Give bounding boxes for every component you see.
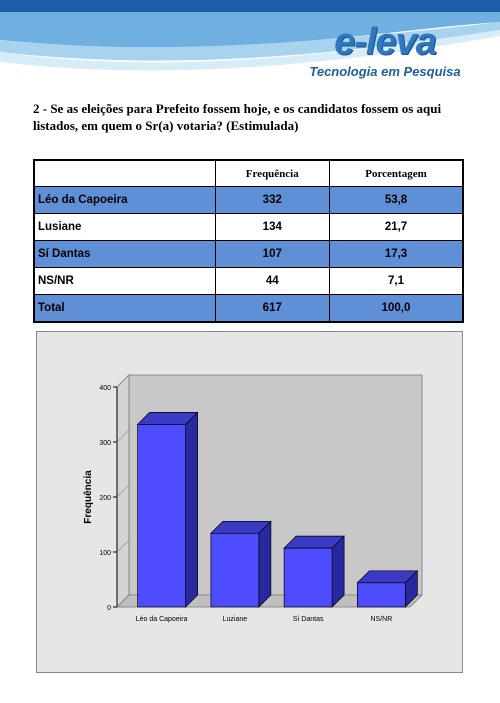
chart-frame [36,331,463,673]
row-label: Lusiane [34,214,215,241]
brand-logo [300,22,470,79]
total-frequency: 617 [215,295,330,323]
row-label: Léo da Capoeira [34,187,215,214]
y-tick-label: 200 [99,495,111,502]
row-frequency: 44 [215,268,330,295]
table-row [34,187,463,214]
y-tick-label: 0 [107,605,111,612]
table-row [34,241,463,268]
row-label: NS/NR [34,268,215,295]
table-row [34,214,463,241]
total-label: Total [34,295,215,323]
x-tick-label: Luziane [222,616,248,623]
table-header-row [34,160,463,187]
bar [138,424,186,607]
table-header-frequency: Frequência [215,160,330,187]
row-percentage: 17,3 [330,241,463,268]
row-frequency: 134 [215,214,330,241]
bar-chart [37,332,462,672]
brand-name: e-leva [334,21,436,63]
row-label: Sí Dantas [34,241,215,268]
question-text: 2 - Se as eleições para Prefeito fossem hoje, e os candidatos fossem os aqui listados, em quem o Sr(a) votaria? (Estimulada) [33,101,442,133]
bar [211,533,259,607]
row-percentage: 7,1 [330,268,463,295]
bar [357,583,405,607]
x-tick-label: NS/NR [370,616,393,623]
row-percentage: 21,7 [330,214,463,241]
y-tick-label: 400 [99,385,111,392]
row-frequency: 107 [215,241,330,268]
bar [284,548,332,607]
table-header-blank [34,160,215,187]
y-tick-label: 100 [99,550,111,557]
table-row [34,268,463,295]
table-header-percentage: Porcentagem [330,160,463,187]
x-tick-label: Léo da Capoeira [135,616,188,623]
bar-side [259,521,271,607]
bar-side [186,412,198,607]
results-table [33,159,464,323]
row-frequency: 332 [215,187,330,214]
brand-tagline: Tecnologia em Pesquisa [309,64,461,79]
y-tick-label: 300 [99,440,111,447]
x-tick-label: Sí Dantas [292,616,324,623]
total-percentage: 100,0 [330,295,463,323]
row-percentage: 53,8 [330,187,463,214]
table-total-row [34,295,463,323]
y-axis-label: Frequência [83,470,94,524]
